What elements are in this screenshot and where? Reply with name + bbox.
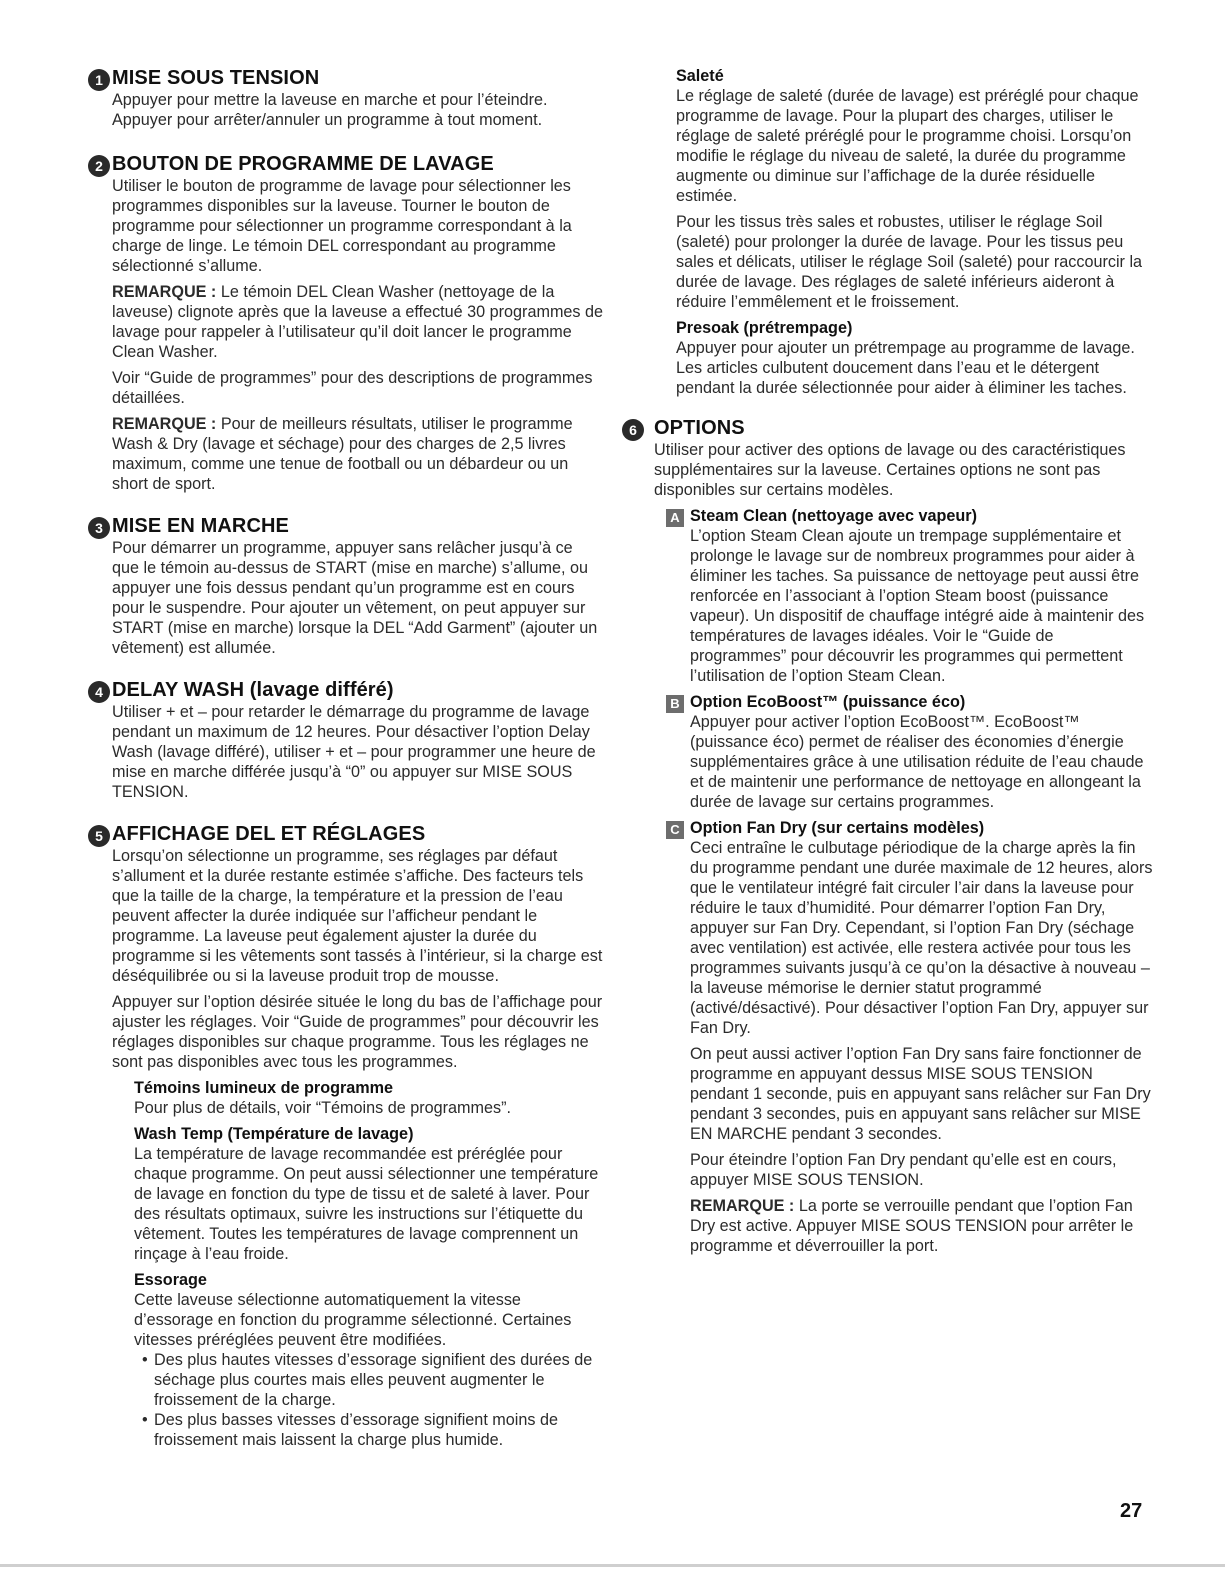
section-options (614, 416, 1154, 1256)
section-mise-en-marche (94, 514, 604, 658)
paragraph: Appuyer pour ajouter un prétrempage au programme de lavage. Les articles culbutent doucement dans l’eau et le détergent pendant la durée sélectionnée pour aider à éliminer les taches. (676, 339, 1135, 397)
section-delay-wash (94, 678, 604, 802)
paragraph: Lorsqu’on sélectionne un programme, ses réglages par défaut s’allument et la durée restante estimée s’affiche. Des facteurs tels que la taille de la charge, la température et la pression de l’eau peuvent affecter la durée indiquée sur l’afficheur pendant le programme. La laveuse peut également ajuster la durée du programme si les vêtements sont tassés à l’intérieur, si la charge est déséquilibrée ou si la laveuse produit trop de mousse. (112, 847, 603, 985)
section-title: AFFICHAGE DEL ET RÉGLAGES (112, 823, 426, 845)
paragraph: Cette laveuse sélectionne automatiquement la vitesse d’essorage en fonction du programme sélectionné. Certaines vitesses préréglées peuvent être modifiées. (134, 1291, 572, 1349)
note-text: La porte se verrouille pendant que l’option Fan Dry est active. Appuyer MISE SOUS TENSION pour arrêter le programme et déverrouiller la port. (690, 1197, 1134, 1255)
subsection-title: Saleté (676, 67, 724, 85)
section-number-6-icon: 6 (622, 419, 644, 441)
subsection-title: Presoak (prétrempage) (676, 319, 853, 337)
section-bouton-programme (94, 152, 604, 494)
section-number-1-icon: 1 (88, 69, 110, 91)
paragraph: Pour plus de détails, voir “Témoins de programmes”. (134, 1099, 511, 1117)
list-item: • Des plus basses vitesses d’essorage signifient moins de froissement mais laissent la charge plus humide. (142, 1410, 604, 1450)
paragraph: Appuyer pour activer l’option EcoBoost™. EcoBoost™ (puissance éco) permet de réaliser des économies d’énergie supplémentaires grâce à une utilisation réduite de l’eau chaude et de maintenir une performance de nettoyage en allongeant la durée de lavage sur certains programmes. (690, 713, 1144, 811)
left-column (94, 66, 604, 1450)
subsection-temoins (112, 1078, 604, 1118)
option-ecoboost (654, 692, 1154, 812)
paragraph: Appuyer pour mettre la laveuse en marche et pour l’éteindre. Appuyer pour arrêter/annuler un programme à tout moment. (112, 91, 548, 129)
bullet-list (112, 1350, 604, 1450)
option-title: Steam Clean (nettoyage avec vapeur) (690, 507, 977, 525)
paragraph: Utiliser le bouton de programme de lavage pour sélectionner les programmes disponibles sur la laveuse. Tourner le bouton de programme pour sélectionner un programme correspondant à la charge de linge. Le témoin DEL correspondant au programme sélectionné s’allume. (112, 177, 572, 275)
paragraph: Pour les tissus très sales et robustes, utiliser le réglage Soil (saleté) pour prolonger la durée de lavage. Pour les tissus peu sales et délicats, utiliser le réglage Soil (saleté) pour raccourcir la durée de lavage. Des réglages de saleté inférieurs aideront à réduire l’emmêlement et le froissement. (676, 213, 1143, 311)
section-number-2-icon: 2 (88, 155, 110, 177)
option-steam-clean (654, 506, 1154, 686)
subsection-title: Wash Temp (Température de lavage) (134, 1125, 414, 1143)
note-text: Pour de meilleurs résultats, utiliser le programme Wash & Dry (lavage et séchage) pour des charges de 2,5 livres maximum, comme une tenue de football ou un débardeur ou un short de sport. (112, 415, 573, 493)
section-title: BOUTON DE PROGRAMME DE LAVAGE (112, 153, 494, 175)
subsection-presoak (614, 318, 1154, 398)
right-column (614, 66, 1154, 1256)
subsection-title: Témoins lumineux de programme (134, 1079, 394, 1097)
note-paragraph (112, 282, 604, 362)
section-number-3-icon: 3 (88, 517, 110, 539)
section-affichage-del (94, 822, 604, 1450)
section-title: MISE SOUS TENSION (112, 67, 320, 89)
paragraph: La température de lavage recommandée est préréglée pour chaque programme. On peut aussi sélectionner une température de lavage en fonction du type de tissu et de saleté à laver. Pour des résultats optimaux, suivre les instructions sur l’étiquette du vêtement. Toutes les températures de lavage comprennent un rinçage à l’eau froide. (134, 1145, 599, 1263)
subsection-title: Essorage (134, 1271, 207, 1289)
paragraph: On peut aussi activer l’option Fan Dry sans faire fonctionner de programme en appuyant dessus MISE SOUS TENSION pendant 1 seconde, puis en appuyant sans relâcher sur Fan Dry pendant 3 secondes, puis en appuyant sans relâcher sur MISE EN MARCHE pendant 3 secondes. (690, 1045, 1151, 1143)
paragraph: Le réglage de saleté (durée de lavage) est préréglé pour chaque programme de lavage. Pour la plupart des charges, utiliser le réglage de saleté préréglé pour le programme choisi. Lorsqu’on modifie le réglage du niveau de saleté, la durée du programme augmente ou diminue sur l’affichage de la durée résiduelle estimée. (676, 87, 1139, 205)
list-item: • Des plus hautes vitesses d’essorage signifient des durées de séchage plus courtes mais elles peuvent augmenter le froissement de la charge. (142, 1350, 604, 1410)
paragraph: Pour démarrer un programme, appuyer sans relâcher jusqu’à ce que le témoin au-dessus de START (mise en marche) s’allume, ou appuyer une fois dessus pendant qu’un programme est en cours pour le suspendre. Pour ajouter un vêtement, on peut appuyer sur START (mise en marche) lorsque la DEL “Add Garment” (ajouter un vêtement) est allumée. (112, 539, 598, 657)
subsection-essorage (112, 1270, 604, 1350)
option-c-icon: C (666, 821, 684, 839)
option-b-icon: B (666, 695, 684, 713)
option-a-icon: A (666, 509, 684, 527)
paragraph: L’option Steam Clean ajoute un trempage supplémentaire et prolonge le lavage sur de nombreux programmes pour aider à éliminer les taches. Sa puissance de nettoyage peut aussi être renforcée en l’associant à l’option Steam boost (puissance vapeur). Un dispositif de chauffage intégré aide à maintenir des températures de lavages idéales. Voir le “Guide de programmes” pour découvrir les programmes qui permettent l’utilisation de l’option Steam Clean. (690, 527, 1145, 685)
note-paragraph (112, 414, 604, 494)
option-title: Option EcoBoost™ (puissance éco) (690, 693, 966, 711)
note-label: REMARQUE : (690, 1197, 795, 1215)
note-text: Le témoin DEL Clean Washer (nettoyage de la laveuse) clignote après que la laveuse a effectué 30 programmes de lavage pour rappeler à l’utilisateur qu’il doit lancer le programme Clean Washer. (112, 283, 604, 361)
paragraph: Utiliser pour activer des options de lavage ou des caractéristiques supplémentaires sur la laveuse. Certaines options ne sont pas disponibles sur certains modèles. (654, 441, 1126, 499)
paragraph: Utiliser + et – pour retarder le démarrage du programme de lavage pendant un maximum de 12 heures. Pour désactiver l’option Delay Wash (lavage différé), utiliser + et – pour programmer une heure de mise en marche différée jusqu’à “0” ou appuyer sur MISE SOUS TENSION. (112, 703, 596, 801)
bottom-divider (0, 1564, 1225, 1567)
paragraph: Ceci entraîne le culbutage périodique de la charge après la fin du programme pendant une durée maximale de 12 heures, alors que le ventilateur intégré fait circuler l’air dans la laveuse pour réduire le taux d’humidité. Pour démarrer l’option Fan Dry, appuyer sur Fan Dry. Cependant, si l’option Fan Dry (séchage avec ventilation) est activée, elle restera activée pour tous les programmes suivants jusqu’à ce qu’on la désactive à nouveau – la laveuse mémorise le dernier statut programmé (activé/désactivé). Pour désactiver l’option Fan Dry, appuyer sur Fan Dry. (690, 839, 1153, 1037)
option-fan-dry (654, 818, 1154, 1256)
section-title: OPTIONS (654, 417, 745, 439)
paragraph: Voir “Guide de programmes” pour des descriptions de programmes détaillées. (112, 369, 593, 407)
note-paragraph (690, 1196, 1154, 1256)
section-mise-sous-tension (94, 66, 604, 130)
subsection-salete (614, 66, 1154, 312)
section-title: DELAY WASH (lavage différé) (112, 679, 394, 701)
note-label: REMARQUE : (112, 415, 217, 433)
subsection-wash-temp (112, 1124, 604, 1264)
page-number: 27 (1120, 1500, 1143, 1522)
paragraph: Appuyer sur l’option désirée située le long du bas de l’affichage pour ajuster les réglages. Voir “Guide de programmes” pour découvrir les réglages disponibles sur chaque programme. Tous les réglages ne sont pas disponibles avec tous les programmes. (112, 993, 603, 1071)
paragraph: Pour éteindre l’option Fan Dry pendant qu’elle est en cours, appuyer MISE SOUS TENSION. (690, 1151, 1117, 1189)
section-number-4-icon: 4 (88, 681, 110, 703)
note-label: REMARQUE : (112, 283, 217, 301)
section-title: MISE EN MARCHE (112, 515, 289, 537)
section-number-5-icon: 5 (88, 825, 110, 847)
option-title: Option Fan Dry (sur certains modèles) (690, 819, 985, 837)
